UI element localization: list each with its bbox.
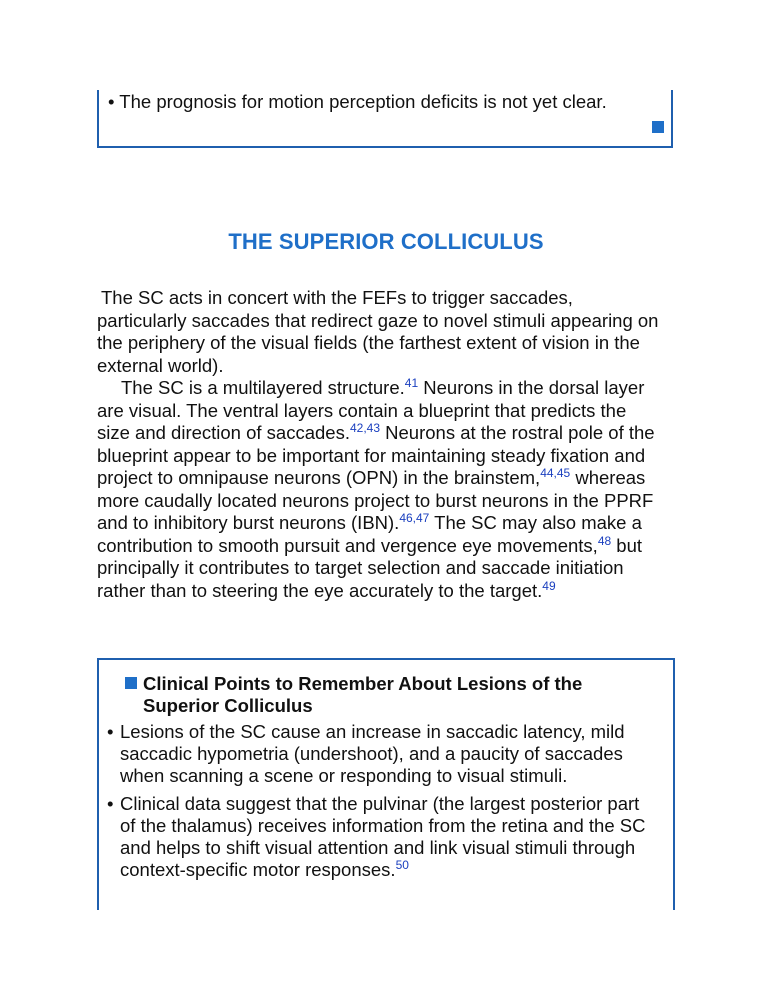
paragraph-2-line: more caudally located neurons project to burst neurons in the PPRF xyxy=(97,489,654,511)
paragraph-2-line: blueprint appear to be important for maintaining steady fixation and xyxy=(97,444,646,466)
list-item-line: saccadic hypometria (undershoot), and a paucity of saccades xyxy=(120,743,623,764)
clinical-box-heading xyxy=(125,673,582,717)
text-run: contribution to smooth pursuit and vergence eye movements, xyxy=(97,534,598,556)
text-run: rather than to steering the eye accurately to the target. xyxy=(97,579,543,601)
reference-link[interactable]: 42,43 xyxy=(349,421,381,435)
text-run: but xyxy=(611,534,643,556)
reference-link[interactable]: 44,45 xyxy=(540,466,571,480)
square-bullet-icon xyxy=(125,677,137,689)
list-item-line: of the thalamus) receives information from the retina and the SC xyxy=(120,815,646,836)
paragraph-1-line: The SC acts in concert with the FEFs to trigger saccades, xyxy=(101,287,573,308)
text-run: Neurons in the dorsal layer xyxy=(418,377,645,398)
clinical-points-list xyxy=(107,721,667,887)
paragraph-2-line: principally it contributes to target selection and saccade initiation xyxy=(97,557,624,578)
reference-link[interactable]: 41 xyxy=(404,376,419,390)
reference-link[interactable]: 50 xyxy=(395,858,409,872)
reference-link[interactable]: 49 xyxy=(542,578,556,593)
text-run: The SC is a multilayered structure. xyxy=(121,377,405,398)
text-run: size and direction of saccades. xyxy=(97,422,350,443)
list-item-line: when scanning a scene or responding to visual stimuli. xyxy=(120,765,568,786)
list-item-line: Clinical data suggest that the pulvinar (the largest posterior part xyxy=(120,793,640,814)
paragraph-1-line: particularly saccades that redirect gaze to novel stimuli appearing on xyxy=(97,309,659,331)
paragraph-2-line xyxy=(97,377,687,400)
paragraph-2-line xyxy=(97,512,687,535)
paragraph-2-line xyxy=(97,467,687,490)
clinical-points-box xyxy=(97,658,675,910)
body-text xyxy=(97,287,687,602)
text-run: context-specific motor responses. xyxy=(120,859,396,880)
top-bullet-item xyxy=(108,91,607,113)
paragraph-2-line: are visual. The ventral layers contain a blueprint that predicts the xyxy=(97,399,627,421)
list-item-line: Lesions of the SC cause an increase in saccadic latency, mild xyxy=(120,721,625,742)
reference-link[interactable]: 46,47 xyxy=(399,511,430,525)
bullet-dot: • xyxy=(107,721,114,742)
paragraph-1 xyxy=(97,287,687,377)
list-item xyxy=(107,793,667,881)
paragraph-2-line xyxy=(97,422,687,445)
section-title: THE SUPERIOR COLLICULUS xyxy=(228,229,544,254)
paragraph-1-line: external world). xyxy=(97,354,224,376)
text-run: Neurons at the rostral pole of the xyxy=(380,422,655,443)
reference-link[interactable]: 48 xyxy=(597,533,612,548)
paragraph-2 xyxy=(97,377,687,602)
heading-line: Clinical Points to Remember About Lesions of the xyxy=(143,673,583,694)
text-run: whereas xyxy=(570,467,646,488)
list-item-line xyxy=(120,859,667,881)
text-run: and to inhibitory burst neurons (IBN). xyxy=(97,512,400,533)
paragraph-2-line xyxy=(97,535,687,558)
heading-line: Superior Colliculus xyxy=(143,695,313,716)
top-bullet-text: The prognosis for motion perception deficits is not yet clear. xyxy=(119,91,607,112)
paragraph-1-line: the periphery of the visual fields (the farthest extent of vision in the xyxy=(97,332,640,353)
paragraph-2-line xyxy=(97,580,687,603)
list-item xyxy=(107,721,667,787)
bullet-dot: • xyxy=(107,793,114,814)
text-run: project to omnipause neurons (OPN) in the brainstem, xyxy=(97,467,541,488)
square-marker-icon xyxy=(652,121,664,133)
list-item-line: and helps to shift visual attention and link visual stimuli through xyxy=(120,837,636,858)
top-clinical-box xyxy=(97,90,673,148)
text-run: The SC may also make a xyxy=(429,512,642,533)
bullet-dot: • xyxy=(108,91,115,112)
